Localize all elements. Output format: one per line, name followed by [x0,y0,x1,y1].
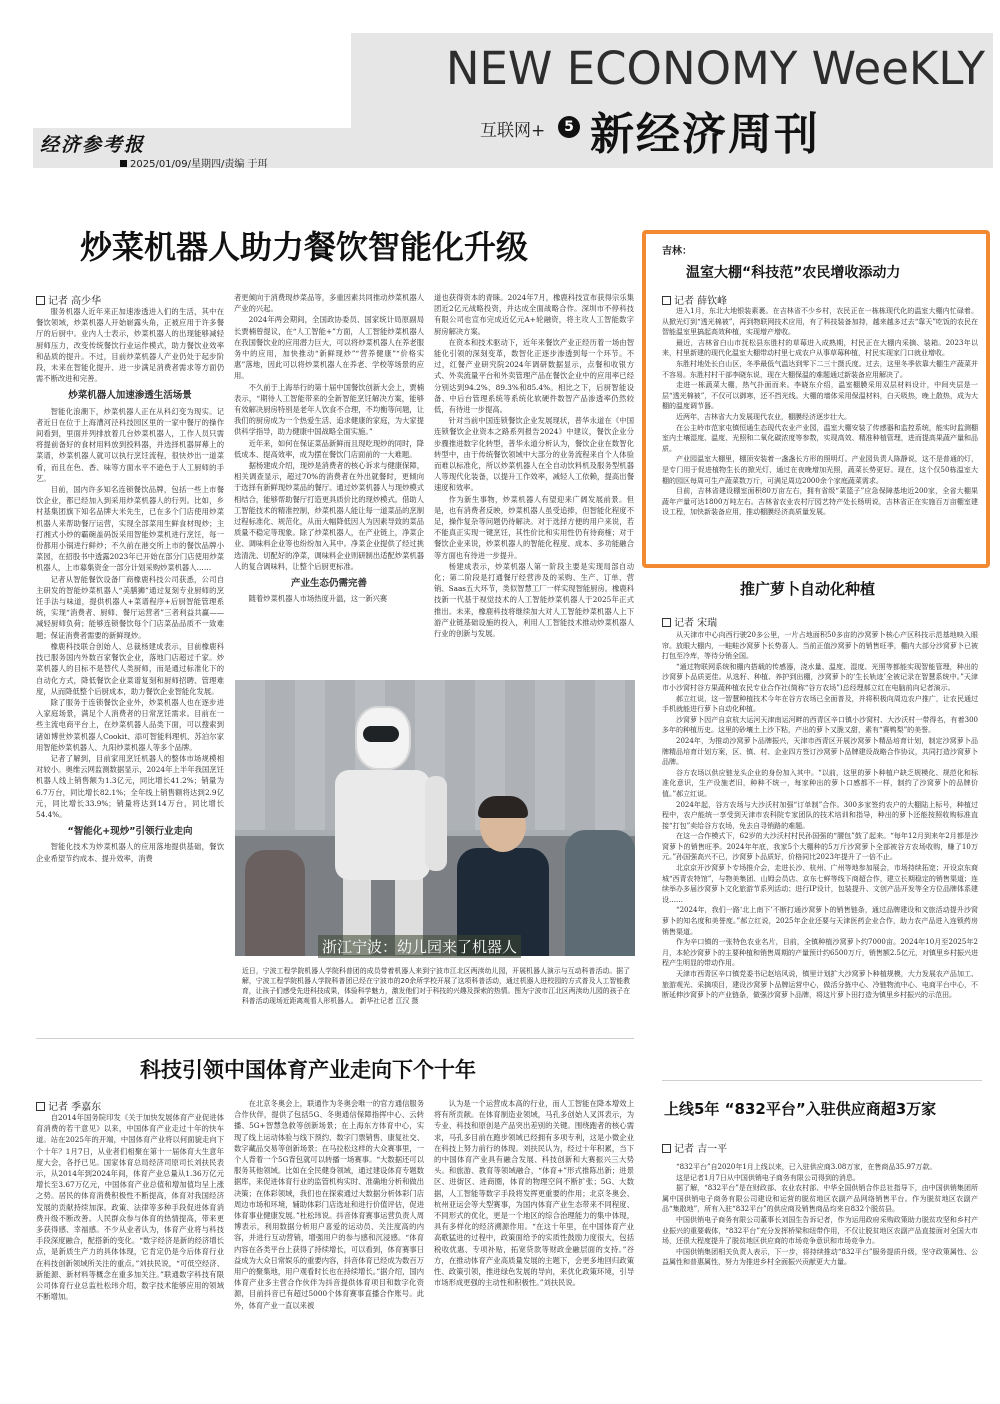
platform832-body [662,1162,978,1380]
highlight-frame [642,230,990,568]
radish-headline: 推广萝卜自动化种植 [740,580,876,598]
paragraph: “通过物联网系统和棚内搭载的传感器，浇水量、温度、湿度、光照等都能实现智能管理，种出的沙窝萝卜品质更佳。从选籽、种植、养护到出棚，沙窝萝卜的‘生长轨迹’全被记录在智慧系统中。”天津市小沙窝村谷方果蔬种植农民专业合作社(简称“谷方农场”)总经理郝立红在电脑前向记者演示。 [662,662,978,692]
paragraph: 沙窝萝卜因产自京杭大运河天津南运河畔的西青区辛口镇小沙窝村、大沙沃村一带得名，有着300多年的种植历史。这里的砂壤土上沙下粘，产出的萝卜又脆又甜，素有“赛鸭梨”的美誉。 [662,715,978,735]
paragraph: 谷方农场以供应链龙头企业的身份加入其中。“以前，这里的萝卜种植户缺乏规模化、规范化和标准化意识，生产设施老旧，种种不统一，每家种出的萝卜口感都不一样，制约了沙窝萝卜的品牌价值。”郝立红说。 [662,768,978,798]
platform832-headline: 上线5年 “832平台”入驻供应商超3万家 [664,1100,937,1118]
radish-byline: 记者 宋瑞 [662,614,717,629]
robot-visor [363,726,399,742]
cooking-robot-col3 [434,292,634,672]
square-bullet-icon [120,160,127,167]
child-hair [478,796,528,818]
radish-body [662,630,978,1070]
photo-caption: 近日，宁波工程学院机器人学院科普团的成员带着机器人来到宁波市江北区两渎幼儿园，开展机器人演示与互动科普活动。据了解，宁波工程学院机器人学院科普团已经在宁波市的20余所学校开展了这项科普活动，通过机器人进校园的方式普及人工智能教育，让孩子们感受先进科技成果，体验科学魅力，激发他们对于科技的兴趣及探索的热情。图为宁波市江北区两渎幼儿园的孩子在科普活动现场近距离观看人形机器人。 新华社记者 江汉 摄 [242,967,630,1005]
paragraph: 杨建成表示，炒菜机器人第一阶段主要是实现局部自动化；第二阶段是打通餐厅经营涉及的采购、生产、订单、营销、Saas五大环节，类似智慧工厂一样实现智能厨房。橡鹿科技新一代基于视觉技术的人工智能炒菜机器人于2025年正式推出。未来，橡鹿科技将继续加大对人工智能炒菜机器人上下游产业链基础设施的投入，利用人工智能技术推动炒菜机器人行业的创新与发展。 [434,561,634,639]
paragraph: 目前，国内许多知名连锁餐饮品牌，包括一些上市餐饮企业，都已经加入到采用炒菜机器人的行列。比如，乡村基集团旗下知名品牌大米先生，已在多个门店使用炒菜机器人来帮助餐厅运营，实现全部菜用生鲜食材现炒；主打湘式小炒的霸碗盖码饭采用智能炒菜机进行烹饪，每一份都用小锅进行鲜炒；不久前在港交所上市的餐饮品牌小菜园，在招股书中透露2023年已开始在部分门店使用炒菜机器人，上市募集资金一部分计划采购炒菜机器人…… [36,485,224,573]
greenhouse-byline: 记者 薛钦峰 [662,292,727,307]
child-figure [245,850,305,956]
paragraph: 在这一合作模式下，62岁的大沙沃村村民孙国强的“腰包”鼓了起来。“每年12月到来年2月都是沙窝萝卜的销售旺季。2024年年底，我家5个大棚种的5万斤沙窝萝卜全部被谷方农场收购，赚了10万元。”孙国强高兴不已，沙窝萝卜品质好，价格同比2023年提升了一倍不止。 [662,832,978,862]
paragraph: 在资本和技术驱动下，近年来餐饮产业正经历着一场由智能化引领的深刻变革，数智化正逐步渗透到每一个环节。不过，红餐产业研究院2024年调研数据显示，点餐和收银方式、外卖流量平台和外卖管理产品在餐饮企业中的应用率已经分别达到94.2%、89.3%和85.4%。相比之下，后厨智能设备、中后台管理系统等系统化软硬件数智产品渗透率仍然较低，有待进一步提高。 [434,337,634,415]
paragraph: 这是记者1月7日从中国供销电子商务有限公司得到的消息。 [676,1173,860,1182]
paragraph: “2024年，我们一路‘北上南下’不断打通沙窝萝卜的销售链条，通过品牌建设和文旅活动提升沙窝萝卜的知名度和美誉度。”郝立红说，2025年企业还要与天津医药企业合作，助力农产品进入连锁药房销售渠道。 [662,906,978,936]
paragraph: 橡鹿科技联合创始人、总裁杨建成表示，目前橡鹿科技已服务国内外数百家餐饮企业，落地门店超过千家。炒菜机器人的目标不是替代人类厨师，而是通过标准化下的自动化方式，降低餐饮企业菜谱复刻和厨师招聘、管理难度，从而降低整个后厨成本，助力餐饮企业智能化发展。 [36,641,224,696]
paragraph: 从天津市中心向西行驶20多公里，一片占地面积50多亩的沙窝萝卜核心产区科技示范基地映入眼帘。放眼大棚内，一畦畦沙窝萝卜长势喜人。当前正值沙窝萝卜的销售旺季，棚内大部分沙窝萝卜已被打包至冷库，等待分销全国。 [662,631,978,661]
robot-kindergarten-photo [235,680,635,956]
paragraph: 自2014年国务院印发《关于加快发展体育产业促进体育消费的若干意见》以来，中国体育产业走过十年的快车道。站在2025年的开端，中国体育产业将以何面貌走向下个十年？1月7日，从业者们相聚在第十一届体育大生意年度大会，各抒已见。国家体育总局经济司原司长刘扶民表示，从2014年到2024年间，体育产业总量从1.36万亿元增长至3.67万亿元，中国体育产业总值和增加值均呈上涨之势。居民的体育消费积极性不断提高，体育对我国经济发展的贡献持续加深。政策、法律等多种手段促进体育消费升级不断改善。人民群众参与体育的热情提高，带来更多获得感、幸福感。不少从业者认为，体育产业将与科技手段深度融合，配搭新的变化。“数字经济是新的经济增长点，是新质生产力的具体体现，它肯定仍是今后体育行业在科技创新领域所关注的重点。”刘扶民说，“可低空经济、新能源、新材料等概念在重多加关注。”联通数字科技有限公司体育行业总监杜松玮介绍，数字技术能够应用的领域不断增加。 [36,1113,224,1302]
paragraph: 针对当前中国连锁餐饮企业发展现状，普华永道在《中国连锁餐饮企业资本之路系列报告2024》中建议，餐饮企业分步骤推进数字化转型，普华永道分析认为，餐饮企业在数智化转型中，由于传统餐饮领域中大部分的业务流程来自个人体验而难以标准化，所以炒菜机器人在全自动饮料机及服务型机器人等现代化装备，以提升工作效率，减轻人工依赖，提高出餐速度和效率。 [434,416,634,493]
paragraph: 北京京开沙窝萝卜专场推介会，走进长沙、杭州、广州等地参加展会，市场持续拓宽；开设京东商城“西青农特馆”，与物美集团、山姆会员店、京东七鲜等线下商超合作，建立长期稳定的销售渠道；连续举办多届沙窝萝卜文化旅游节系列活动；进行IP设计，包装提升、文创产品开发等全方位品牌体系建设…… [662,864,978,904]
paragraph: 智能化浪潮下，炒菜机器人正在从科幻变为现实。记者近日在位于上海漕河泾科技园区里的一家中餐厅的操作间看到，里面并列排放着几台炒菜机器人，工作人员只需将提前备好的食材用料放到投料器，并选择机器屏幕上的菜谱，炒菜机器人就可以执行烹饪流程，很快炒出一道菜肴，而且在色、香、味等方面水平不逊色于人工厨师的手艺。 [36,406,224,483]
paragraph: 在公主岭市范家屯镇恒通生态现代农业产业园，温室大棚安装了传感器和监控系统，能实时监测棚室内土壤湿度、温度、光照和二氧化碳浓度等参数，实现高效、精准种植管理，进而提高果蔬产量和品质。 [662,423,978,453]
paragraph: 天津市西青区辛口镇党委书记赵培风说，镇里计划扩大沙窝萝卜种植规模，大力发展农产品加工、旅游观光、采摘项目，建设沙窝萝卜品牌运营中心，做活分拣中心、冷链物流中心、电商平台中心，不断延伸沙窝萝卜的产业链条，做强沙窝萝卜品牌，将这片萝卜田打造为镇里乡村振兴的示范田。 [662,970,978,1000]
robot-body [335,770,430,880]
paragraph: 不久前于上海举行的第十届中国餐饮创新大会上，贾楠表示，“期待人工智能带来的全新智能烹饪解决方案，能够有效解决厨房特别是老年人饮食不合理，不均衡等问题，让我们的厨房成为一个热爱生活、追求健康的家庭，为大家提供科学指导，助力健康中国战略全面实施。” [234,382,424,437]
divider [36,1038,634,1039]
cooking-robot-headline: 炒菜机器人助力餐饮智能化升级 [80,228,529,266]
paragraph: 除了服务于连锁餐饮企业外，炒菜机器人也在逐步进入家庭场景，满足个人消费者的日常烹饪需求。目前在一些主流电商平台上，在炒菜机器人品类下面，可以搜索到诸如博世炒菜机器人Cookit、添可智能料理机、苏泊尔家用智能炒菜机器人、九阳炒菜机器人等多个品牌。 [36,697,224,752]
paragraph: 2024年，为推动沙窝萝卜品牌振兴，天津市西青区开展沙窝萝卜精品培育计划，制定沙窝萝卜品牌精品培育计划方案，区、镇、村、企业四方签订沙窝萝卜品牌建设战略合作协议，共同打造沙窝萝卜品牌。 [662,736,978,767]
paragraph: 记者从智能餐饮设备厂商橡鹿科技公司获悉，公司自主研发的智能炒菜机器人“美膳狮”通过复刻专业厨师的烹饪手法与味道，提供机器人+菜谱程序+后厨智能管理系统，实现“消费者、厨师、餐厅运营者”三者利益共赢——减轻厨师负荷；能够连锁餐饮每个门店菜品品质不一致难题；保证消费者需要的新鲜现炒。 [36,574,224,640]
paragraph: 认为是一个运营成本高的行业，而人工智能在降本增效上将有所贡献。在体育制造业领域，马孔多创始人叉洱表示，为专业、科技和原创是产品突出差别的关键。围绕跑者的核心需求，马孔多目前在跑步领域已经拥有多项专利，这是小微企业在科技上努力前行的体现。刘扶民认为，经过十年积累，当下的中国体育产业具有融合发展、科技创新和大赛振兴三大势头。和旅游、教育等领域融合，“体育+”形式推陈出新；进景区、进街区、进商圈，体育的物理空间不断扩张；5G、大数据，人工智能等数字手段将发挥更重要的作用；北京冬奥会、杭州亚运会等大型赛事，为国内体育产业生态带来不同程度、不同形式的优化，更是一个地区的综合治理能力的集中体现，具有多样化的经济溯源作用。“在这十年里，在中国体育产业高歌猛进的过程中，政策面给予的实质性鼓励力度很大，包括税收优惠、专项补贴，拓宽贷款等财政金融层面的支持。”谷方，在推动体育产业高质量发展的主题下，会更多地回归政策性、政策引领，推进绿色发展的导向，来优化政策环境，引导市场形成更强的主动性和积极性。”刘扶民说。 [434,1099,634,1288]
paragraph: 最近，吉林省白山市抚松县东胜村的草莓进入成熟期，村民正在大棚内采摘、装箱。2023年以来，村里新建的现代化温室大棚带动村里七成农户从事草莓种植，村民实现家门口就业增收。 [662,338,978,358]
masthead-section-label: 互联网+ [480,121,546,141]
robot-arm [425,776,447,871]
sports-col1 [36,1112,224,1380]
paragraph: 作为辛口镇的一张特色农业名片，目前，全镇种植沙窝萝卜约7000亩。2024年10月至2025年2月，本轮沙窝萝卜的主要种植和销售周期的产量预计约6500万斤，销售额2.5亿元，对镇里乡村振兴进程产生明显的带动作用。 [662,938,978,968]
paragraph: 近两年，吉林省大力发展现代农业，棚膜经济逐步壮大。 [676,412,851,421]
masthead-english-title: NEW ECONOMY WeeKLY [445,42,985,95]
sports-headline: 科技引领中国体育产业走向下个十年 [140,1058,476,1082]
paragraph: 道也获得资本的青睐。2024年7月，橡鹿科技宣布获得宗乐集团近2亿元战略投资，并达成全面战略合作。深圳市不停科技有限公司也宣布完成近亿元A+轮融资，将主攻人工智能数字厨房解决方案。 [434,293,634,336]
paragraph: 目前，吉林省建设棚室面积80万亩左右，拥有省级“菜篮子”应急保障基地近200家，全省大棚果蔬年产量可达1800万吨左右。吉林省农业农村厅园艺特产处长杨明说，吉林省正在实施百万亩棚室建设工程，加快新装备应用，推动棚膜经济高质量发展。 [662,487,978,517]
greenhouse-region: 吉林： [662,246,692,257]
photo-overlay-title: 浙江宁波：幼儿园来了机器人 [318,935,521,958]
date-line [120,155,268,170]
paper-logo: 经济参考报 [40,134,146,156]
paragraph: 智能化技术为炒菜机器人的应用落地提供基础，餐饮企业希望节约成本、提升效率，消费 [36,842,224,863]
paragraph: 近年来，如何在保证菜品新鲜而且现吃现炒的同时，降低成本、提高效率，成为摆在餐饮门店面前的一大难题。 [234,438,424,459]
paragraph: 2024年两会期间，全国政协委员、国家统计局原副局长贾楠曾提议，在“人工智能+”方面，人工智能炒菜机器人在我国餐饮业的应用潜力巨大，可以将炒菜机器人在养老服务中的应用，加快推动“新鲜现炒”“营养健康”“价格实惠”落地，因此可以将炒菜机器人在养老、学校等场景的应用。 [234,315,424,381]
paragraph: 据了解，“832平台”是在财政部、农业农村部、中华全国供销合作总社指导下，由中国供销集团所属中国供销电子商务有限公司建设和运营的脱贫地区农副产品网络销售平台。作为脱贫地区农副产品“集散地”，所有入驻“832平台”的供应商及销售商品均来自832个脱贫县。 [662,1184,978,1214]
paragraph: 2024年起，谷方农场与大沙沃村加强“订单制”合作。300多家签约农户的大棚陆上标号，种植过程中，农户能统一享受到天津市农科院专家团队的技术培训和指导，种出的萝卜还能按照收购标准直接“打包”卖给谷方农场，免去自寻销路的难题。 [662,800,978,830]
sports-col3 [434,1098,634,1380]
masthead-chinese-title: 新经济周刊 [590,109,820,160]
subhead-ecosystem: 产业生态仍需完善 [290,578,367,590]
paragraph: 中国供销集团相关负责人表示，下一步，将持续推动“832平台”服务提质升级，坚守政策属性、公益属性和普惠属性，努力为推进乡村全面振兴贡献更大力量。 [662,1247,978,1267]
paragraph: 走进一栋蔬菜大棚，热气扑面而来。李晓东介绍，温室棚膜采用双层材料设计，中间夹层是一层“透光棉被”，不仅可以御寒，还不挡光线。大棚的墙体采用保温材料，白天吸热，晚上散热，成为大棚的温度调节器。 [662,381,978,411]
paragraph: “832平台”自2020年1月上线以来，已入驻供应商3.08万家，在售商品35.97万款。 [676,1163,937,1171]
paragraph: 者更倾向于消费现炒菜品等，多重因素共同推动炒菜机器人产业的兴起。 [234,293,424,314]
paragraph: 产业园温室大棚里，棚顶安装着一盏盏长方形的照明灯。产业园负责人陈静说，这不是普通的灯，是专门用于促进植物生长的掀光灯，通过在夜晚增加光照，蔬菜长势更好。现在，这个仅50栋温室大棚的园区每周可生产蔬菜数万斤，可满足周边2000余个家庭蔬菜需求。 [662,455,978,485]
platform832-byline: 记者 吉一平 [662,1140,727,1155]
sports-col2 [234,1098,424,1380]
date-text: 2025/01/09/星期四/责编 于珥 [130,159,268,170]
sports-byline: 记者 季嘉东 [36,1098,101,1113]
cooking-robot-byline: 记者 高少华 [36,292,101,307]
masthead-corner [33,33,351,128]
paragraph: 进入1月，东北大地银装素裹。在吉林省不少乡村，农民正在一栋栋现代化的温室大棚内忙碌着。从掀光灯到“透光棉被”，再到物联网技术应用，有了科技装备加持，越来越多过去“靠天”吃饭的农民在智能温室里搞起高效种植，实现增产增收。 [662,307,978,337]
paragraph: 郝立红说，这一智慧种植技术今年在谷方农场已全面普及，并将积极向周边农户推广，让农民通过手机就能进行萝卜自动化种植。 [662,694,978,714]
paragraph: 随着炒菜机器人市场热度升温，这一新兴赛 [248,594,388,604]
paragraph: 作为新生事物，炒菜机器人有望迎来广阔发展前景。但是，也有消费者反映，炒菜机器人虽受追捧，但智能化程度不足，操作复杂等问题仍待解决。对于选择方便的用户来说，若不能真正实现一键烹饪，其性价比和实用性仍有待商榷；对于餐饮企业来说，炒菜机器人的智能化程度、成本、多功能融合等方面也有待进一步提升。 [434,494,634,560]
greenhouse-headline: 温室大棚“科技范”农民增收添动力 [686,265,901,281]
paragraph: 中国供销电子商务有限公司董事长刘国生告诉记者，作为运用政府采购政策助力脱贫攻坚和乡村产业振兴的重要载体，“832平台”充分发挥桥梁和纽带作用，不仅让脱贫地区农副产品直接面对全国大市场，还很大程度提升了脱贫地区供应商的市场竞争意识和市场竞争力。 [662,1215,978,1246]
child-figure [565,830,635,956]
subhead-trend: “智能化+现炒”引领行业走向 [67,826,193,838]
cooking-robot-col2 [234,292,424,672]
paragraph: 东胜村地处长白山区，冬季最低气温达到零下二三十摄氏度。过去，这里冬季依靠大棚生产蔬菜并不容易。东胜村村干部李晓东说，现在大棚保温的难题通过新装备应用解决了。 [662,359,978,379]
paragraph: 据杨建成介绍，现炒是消费者的核心诉求与健康保障，相关调查显示，超过70%的消费者在外出就餐时，更倾向于选择有新鲜现炒菜品的餐厅。通过炒菜机器人与现炒模式相结合，能够帮助餐厅打造更具质价比的现炒模式。借助人工智能技术的精准控制，炒菜机器人能让每一道菜品的烹制过程标准化、规范化，从而大幅降低因人为因素导致的菜品质量不稳定等现象。除了炒菜机器人，在产业链上，净菜企业、调味料企业等也纷纷加入其中。净菜企业提供了经过挑选清洗、切配好的净菜，调味料企业则研制出适配炒菜机器人的复合调味料，让整个后厨更标准。 [234,461,424,571]
divider [662,1080,982,1081]
paragraph: 服务机器人近年来正加速渗透进入们的生活，其中在餐饮领域，炒菜机器人开始崭露头角，正被应用于许多餐厅的后厨中。业内人士表示，炒菜机器人的出现能够减轻厨师压力，改变传统餐饮行业运作模式，助力餐饮业效率和品质的提升。不过，目前炒菜机器人产业仍处于起步阶段，未来在智能化提升、进一步满足消费者需求等方面仍需不断改进和完善。 [36,307,224,384]
paragraph: 在北京冬奥会上，联通作为冬奥会唯一的官方通信服务合作伙伴，提供了包括5G、冬奥通信保障指挥中心、云转播、5G+智慧急救等创新场景；在上海东方体育中心，实现了线上运动体验与线下预约、数字门票销售、康复社交、数字藏品交易等创新场景；在马拉松这样的大众赛事里，一个人背着一个5G背包就可以转播一场赛事。“大数据还可以服务其他领域。比如在全民健身领域，通过建设体育专题数据库，来促进体育行业的监管机构实时、准确地分析和做出决策；在体彩领域，我们也在探索通过大数据分析体彩门店周边市场和环境，辅助体彩门店选址和进行价值评估，促进体育事业健康发展。”杜松玮说。抖音体育赛事运营负责人周博表示，利用数据分析用户喜爱的运动员、关注度高的内容，并进行互动营销，增强用户的参与感和沉浸感。“体育内容在各类平台上获得了持续增长，可以看到，体育赛事日益成为大众日常娱乐的重要内容，抖音体育已经成为数百万用户的聚集地，用户观看时长也在持续增长。”据介绍，国内体育产业多主营合作伙伴为抖音提供体育项目和数字化资源，目前抖音已有超过5000个体育赛事直播合作账号。此外，体育产业一直以来被 [234,1099,424,1310]
paragraph: 记者了解到，目前家用烹饪机器人的整体市场规模相对较小。奥维云网监测数据显示，2024年上半年我国烹饪机器人线上销售额为1.3亿元，同比增长41.2%；销量为6.7万台，同比增长82.1%；全年线上销售额将达到2.9亿元，同比增长33.9%；销量将达到14万台，同比增长54.4%。 [36,753,224,819]
subhead-scene: 炒菜机器人加速渗透生活场景 [68,390,192,402]
masthead-page-number: 5 [558,116,580,138]
